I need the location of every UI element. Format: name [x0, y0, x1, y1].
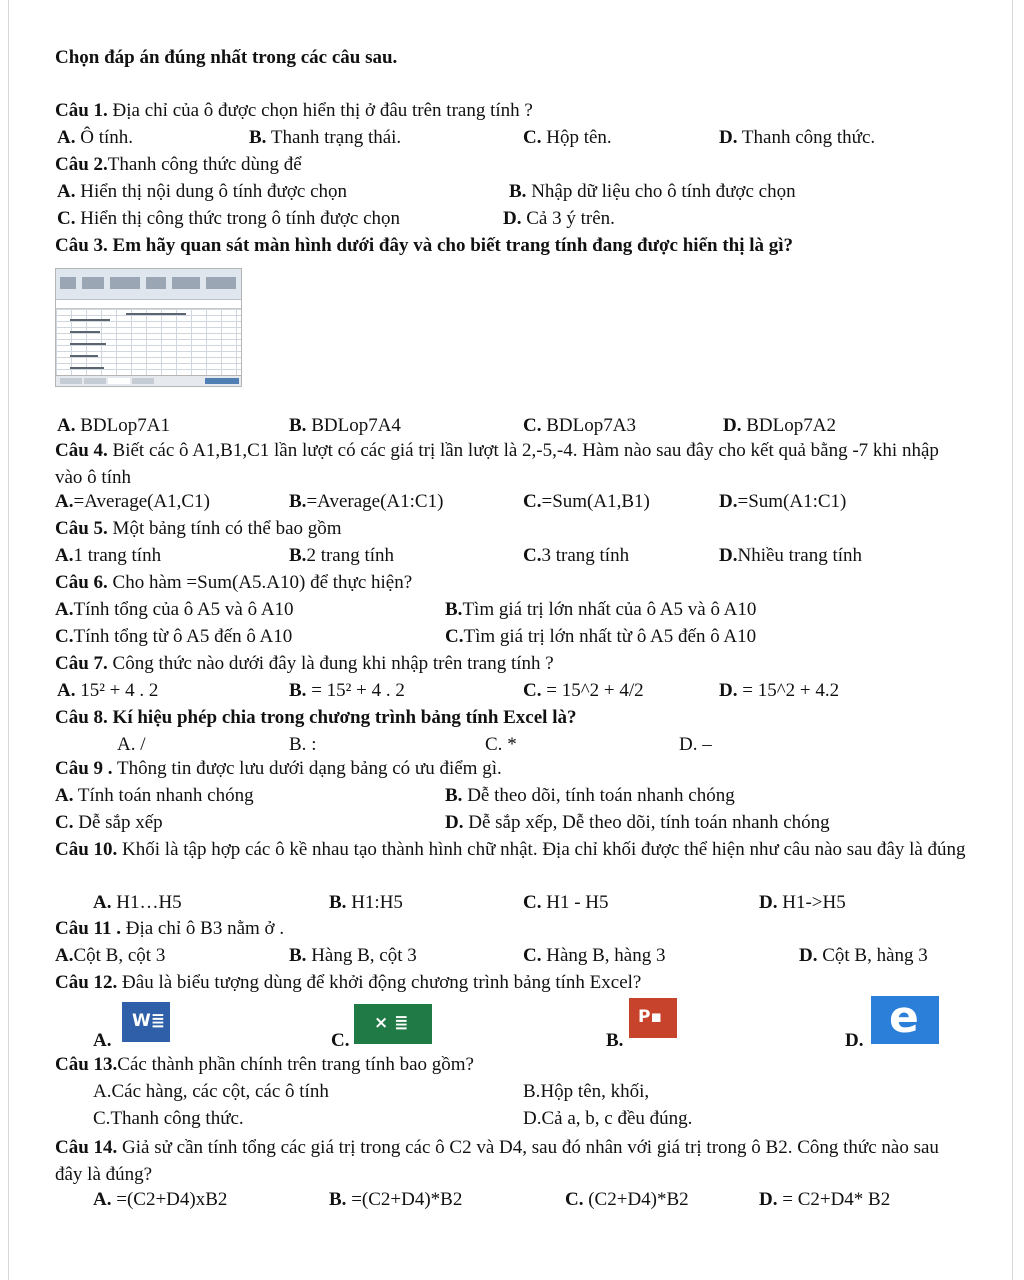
question-7: Câu 7. Công thức nào dưới đây là đung khi nhập trên trang tính ? [55, 653, 554, 674]
question-6: Câu 6. Cho hàm =Sum(A5.A10) để thực hiện? [55, 572, 413, 593]
page-title: Chọn đáp án đúng nhất trong các câu sau. [55, 47, 398, 68]
q6-option-a: A.Tính tổng của ô A5 và ô A10 [55, 599, 294, 620]
q13-option-a: A.Các hàng, các cột, các ô tính [93, 1081, 329, 1102]
q8-option-b: B. : [289, 734, 317, 755]
q9-option-c: C. Dễ sắp xếp [55, 812, 163, 833]
excel-icon: × ≣ [354, 1004, 432, 1044]
q11-option-a: A.Cột B, cột 3 [55, 945, 166, 966]
question-10: Câu 10. Khối là tập hợp các ô kề nhau tạo thành hình chữ nhật. Địa chỉ khối được thể hiện như câu nào sau đây là đúng [55, 839, 966, 860]
q13-option-b: B.Hộp tên, khối, [523, 1081, 650, 1102]
excel-formula-bar [56, 300, 241, 309]
excel-screenshot-image [55, 268, 242, 387]
q13-option-c: C.Thanh công thức. [93, 1108, 244, 1129]
q9-option-d: D. Dễ sắp xếp, Dễ theo dõi, tính toán nhanh chóng [445, 812, 830, 833]
q7-option-c: C. = 15^2 + 4/2 [523, 680, 644, 701]
q6-option-c: C.Tính tổng từ ô A5 đến ô A10 [55, 626, 293, 647]
q8-option-c: C. * [485, 734, 517, 755]
q2-option-a: A. Hiển thị nội dung ô tính được chọn [57, 181, 348, 202]
page-border-left [8, 0, 9, 1280]
question-9: Câu 9 . Thông tin được lưu dưới dạng bảng có ưu điểm gì. [55, 758, 502, 779]
q7-option-d: D. = 15^2 + 4.2 [719, 680, 840, 701]
q1-option-b: B. Thanh trạng thái. [249, 127, 402, 148]
excel-cell-grid [56, 309, 241, 375]
q13-option-d: D.Cả a, b, c đều đúng. [523, 1108, 693, 1129]
q2-option-d: D. Cả 3 ý trên. [503, 208, 615, 229]
q2-option-c: C. Hiển thị công thức trong ô tính được chọn [57, 208, 401, 229]
question-11: Câu 11 . Địa chỉ ô B3 nằm ở . [55, 918, 285, 939]
excel-ribbon [56, 269, 241, 300]
q7-option-b: B. = 15² + 4 . 2 [289, 680, 405, 701]
q1-option-d: D. Thanh công thức. [719, 127, 876, 148]
q4-option-c: C.=Sum(A1,B1) [523, 491, 650, 512]
question-12: Câu 12. Đâu là biểu tượng dùng để khởi động chương trình bảng tính Excel? [55, 972, 642, 993]
q11-option-b: B. Hàng B, cột 3 [289, 945, 417, 966]
page-border-right [1012, 0, 1013, 1280]
q1-option-a: A. Ô tính. [57, 127, 134, 148]
word-icon: W≣ [122, 1002, 170, 1042]
question-13: Câu 13.Các thành phần chính trên trang tính bao gồm? [55, 1054, 474, 1075]
question-2: Câu 2.Thanh công thức dùng để [55, 154, 302, 175]
q3-option-c: C. BDLop7A3 [523, 415, 636, 436]
question-4: Câu 4. Biết các ô A1,B1,C1 lần lượt có các giá trị lần lượt là 2,-5,-4. Hàm nào sau đây cho kết quả bằng -7 khi nhập vào ô tính [55, 440, 939, 488]
question-5: Câu 5. Một bảng tính có thể bao gồm [55, 518, 342, 539]
q7-option-a: A. 15² + 4 . 2 [57, 680, 159, 701]
q14-option-c: C. (C2+D4)*B2 [565, 1189, 689, 1210]
q10-option-c: C. H1 - H5 [523, 892, 609, 913]
q3-option-d: D. BDLop7A2 [723, 415, 836, 436]
q6-option-b: B.Tìm giá trị lớn nhất của ô A5 và ô A10 [445, 599, 757, 620]
q11-option-c: C. Hàng B, hàng 3 [523, 945, 666, 966]
q12-option-c: C. [331, 1030, 350, 1051]
q3-option-b: B. BDLop7A4 [289, 415, 401, 436]
q1-option-c: C. Hộp tên. [523, 127, 612, 148]
q8-option-d: D. – [679, 734, 712, 755]
q14-option-b: B. =(C2+D4)*B2 [329, 1189, 463, 1210]
q8-option-a: A. / [117, 734, 146, 755]
question-8: Câu 8. Kí hiệu phép chia trong chương trình bảng tính Excel là? [55, 707, 577, 728]
question-3: Câu 3. Em hãy quan sát màn hình dưới đây và cho biết trang tính đang được hiển thị là gì? [55, 235, 794, 256]
q4-option-d: D.=Sum(A1:C1) [719, 491, 847, 512]
q6-option-c2: C.Tìm giá trị lớn nhất từ ô A5 đến ô A10 [445, 626, 757, 647]
q4-option-a: A.=Average(A1,C1) [55, 491, 210, 512]
q2-option-b: B. Nhập dữ liệu cho ô tính được chọn [509, 181, 796, 202]
q3-option-a: A. BDLop7A1 [57, 415, 170, 436]
q14-option-d: D. = C2+D4* B2 [759, 1189, 891, 1210]
question-1: Câu 1. Địa chỉ của ô được chọn hiển thị ở đâu trên trang tính ? [55, 100, 533, 121]
internet-explorer-icon: e [871, 996, 939, 1044]
q5-option-a: A.1 trang tính [55, 545, 162, 566]
q5-option-c: C.3 trang tính [523, 545, 630, 566]
q10-option-d: D. H1->H5 [759, 892, 846, 913]
question-14: Câu 14. Giả sử cần tính tổng các giá trị trong các ô C2 và D4, sau đó nhân với giá trị trong ô B2. Công thức nào sau đây là đúng? [55, 1137, 939, 1185]
q12-option-b: B. [606, 1030, 624, 1051]
q12-option-a: A. [93, 1030, 112, 1051]
q10-option-b: B. H1:H5 [329, 892, 403, 913]
q4-option-b: B.=Average(A1:C1) [289, 491, 444, 512]
q9-option-a: A. Tính toán nhanh chóng [55, 785, 254, 806]
q12-option-d: D. [845, 1030, 864, 1051]
q5-option-d: D.Nhiều trang tính [719, 545, 863, 566]
q10-option-a: A. H1…H5 [93, 892, 182, 913]
powerpoint-icon: P▪ [629, 998, 677, 1038]
q9-option-b: B. Dễ theo dõi, tính toán nhanh chóng [445, 785, 735, 806]
q14-option-a: A. =(C2+D4)xB2 [93, 1189, 228, 1210]
q5-option-b: B.2 trang tính [289, 545, 395, 566]
q11-option-d: D. Cột B, hàng 3 [799, 945, 928, 966]
excel-sheet-tabs [56, 375, 241, 387]
